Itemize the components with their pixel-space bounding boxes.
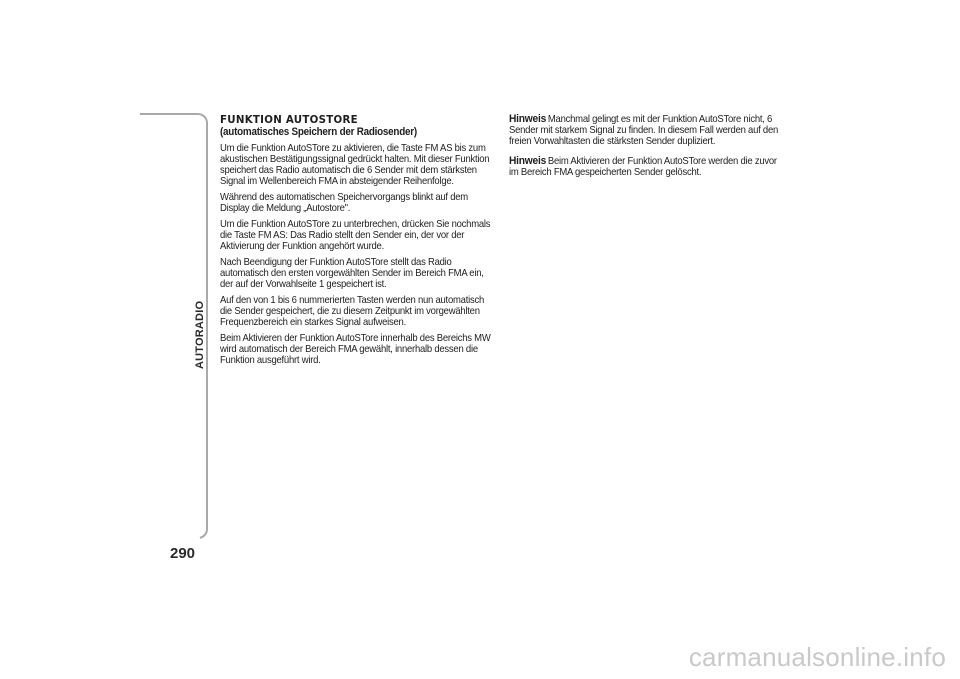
paragraph-6: Beim Aktivieren der Funktion AutoSTore innerhalb des Bereichs MW wird automatisch der Bereich FMA gewählt, innerhalb dessen die Funktion ausgeführt wird. xyxy=(220,333,491,366)
paragraph-3: Um die Funktion AutoSTore zu unterbrechen, drücken Sie nochmals die Taste FM AS: Das Radio stellt den Sender ein, der vor der Aktivierung der Funktion angehört wurde. xyxy=(220,219,491,252)
paragraph-4: Nach Beendigung der Funktion AutoSTore stellt das Radio automatisch den ersten vorgewählten Sender im Bereich FMA ein, der auf der Vorwahlseite 1 gespeichert ist. xyxy=(220,257,484,290)
note-text: Beim Aktivieren der Funktion AutoSTore werden die zuvor im Bereich FMA gespeicherten Sender gelöscht. xyxy=(509,156,777,178)
watermark: carmanualsonline.info xyxy=(688,642,946,672)
note-label: Hinweis xyxy=(509,113,547,125)
note-2 xyxy=(509,156,783,178)
right-column xyxy=(509,114,783,187)
left-column xyxy=(220,114,492,371)
paragraph-5: Auf den von 1 bis 6 nummerierten Tasten werden nun automatisch die Sender gespeichert, die zu diesem Zeitpunkt im vorgewählten Frequenzbereich ein starkes Signal aufweisen. xyxy=(220,295,485,328)
section-subheading: (automatisches Speichern der Radiosender) xyxy=(220,126,417,138)
note-1 xyxy=(509,114,783,147)
paragraph-2: Während des automatischen Speichervorgangs blinkt auf dem Display die Meldung „Autostore". xyxy=(220,192,468,214)
paragraph-1: Um die Funktion AutoSTore zu aktivieren, die Taste FM AS bis zum akustischen Bestätigungssignal gedrückt halten. Mit dieser Funktion speichert das Radio automatisch die 6 Sender mit dem stärksten Signal im Wellenbereich FMA in absteigender Reihenfolge. xyxy=(220,143,490,187)
section-label: AUTORADIO xyxy=(194,300,206,370)
note-text: Manchmal gelingt es mit der Funktion AutoSTore nicht, 6 Sender mit starkem Signal zu finden. In diesem Fall werden auf den freien Vorwahltasten die stärksten Sender dupliziert. xyxy=(509,114,779,147)
page-number: 290 xyxy=(170,545,196,562)
section-heading: FUNKTION AUTOSTORE xyxy=(220,113,358,126)
note-label: Hinweis xyxy=(509,155,547,167)
